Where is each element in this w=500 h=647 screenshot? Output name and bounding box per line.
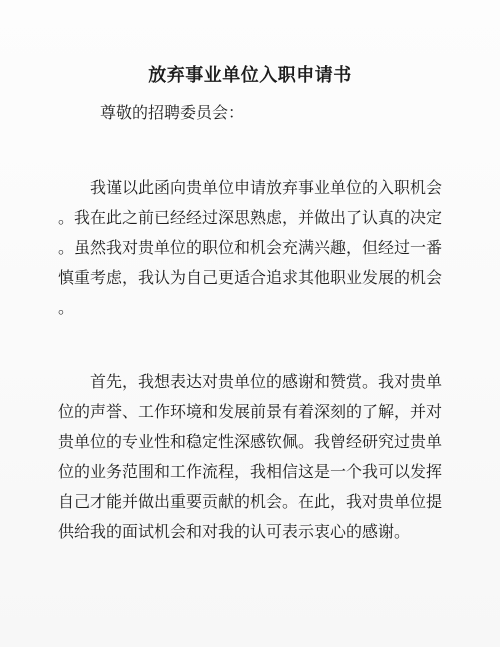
paragraph-1-line-4: 慎重考虑，我认为自己更适合追求其他职业发展的机会 bbox=[58, 268, 443, 287]
paragraph-1 bbox=[58, 173, 450, 323]
paragraph-2-line-3: 贵单位的专业性和稳定性深感钦佩。我曾经研究过贵单 bbox=[58, 432, 443, 451]
paragraph-2-line-5: 自己才能并做出重要贡献的机会。在此，我对贵单位提 bbox=[58, 492, 443, 511]
paragraph-1-line-2: 。我在此之前已经经过深思熟虑，并做出了认真的决定 bbox=[58, 208, 443, 227]
document-title: 放弃事业单位入职申请书 bbox=[148, 65, 352, 86]
paragraph-1-line-3: 。虽然我对贵单位的职位和机会充满兴趣，但经过一番 bbox=[58, 238, 443, 257]
paragraph-2 bbox=[58, 367, 450, 547]
paragraph-1-line-1: 我谨以此函向贵单位申请放弃事业单位的入职机会 bbox=[58, 178, 443, 197]
paragraph-2-line-1: 首先，我想表达对贵单位的感谢和赞赏。我对贵单 bbox=[58, 372, 443, 391]
paragraph-2-line-6: 供给我的面试机会和对我的认可表示衷心的感谢。 bbox=[58, 522, 411, 541]
paragraph-2-line-2: 位的声誉、工作环境和发展前景有着深刻的了解，并对 bbox=[58, 402, 443, 421]
paragraph-2-line-4: 位的业务范围和工作流程，我相信这是一个我可以发挥 bbox=[58, 462, 443, 481]
paragraph-1-line-5: 。 bbox=[58, 298, 75, 317]
salutation: 尊敬的招聘委员会： bbox=[100, 103, 245, 122]
